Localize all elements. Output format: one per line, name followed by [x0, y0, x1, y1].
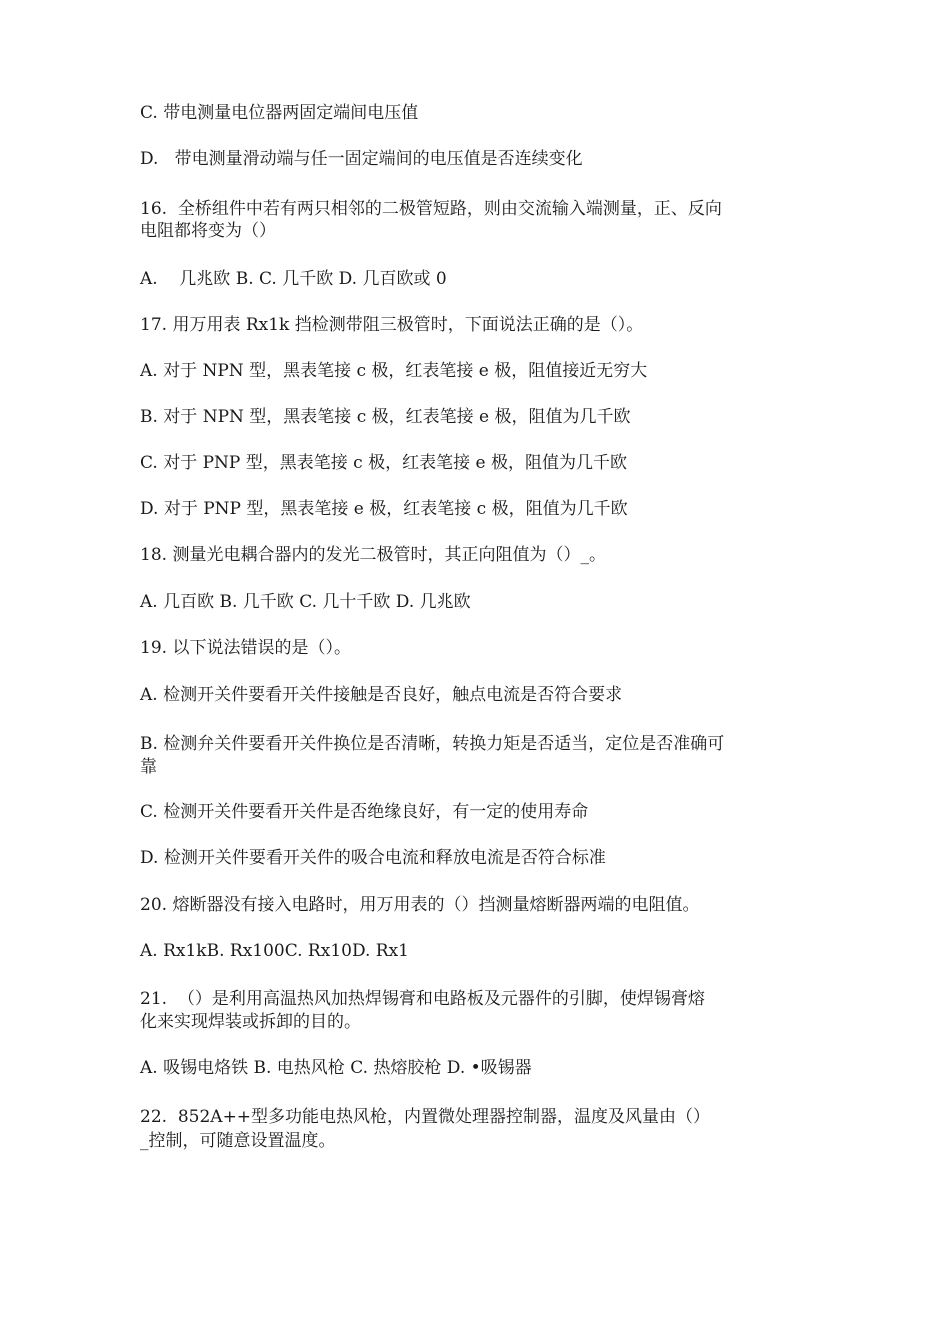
text-line: A. 对于 NPN 型，黑表笔接 c 极，红表笔接 e 极，阻值接近无穷大: [140, 361, 648, 381]
text-line: 16. 全桥组件中若有两只相邻的二极管短路，则由交流输入端测量，正、反向: [140, 199, 722, 219]
text-line: B. 检测弁关件要看开关件换位是否清晰，转换力矩是否适当，定位是否准确可: [140, 734, 725, 754]
text-line: D. 带电测量滑动端与任一固定端间的电压值是否连续变化: [140, 149, 583, 169]
text-line: 化来实现焊装或拆卸的目的。: [140, 1012, 361, 1032]
text-line: 20. 熔断器没有接入电路时，用万用表的（）挡测量熔断器两端的电阻值。: [140, 895, 700, 915]
text-line: _控制，可随意设置温度。: [140, 1131, 336, 1151]
text-line: 19. 以下说法错误的是（）。: [140, 638, 351, 658]
text-line: A. 几兆欧 B. C. 几千欧 D. 几百欧或 0: [140, 269, 447, 289]
text-line: 21. （）是利用高温热风加热焊锡膏和电路板及元器件的引脚，使焊锡膏熔: [140, 989, 705, 1009]
text-line: 电阻都将变为（）: [140, 221, 276, 241]
text-line: 17. 用万用表 Rx1k 挡检测带阻三极管时，下面说法正确的是（）。: [140, 315, 644, 335]
text-line: D. 检测开关件要看开关件的吸合电流和释放电流是否符合标准: [140, 848, 606, 868]
text-line: A. 几百欧 B. 几千欧 C. 几十千欧 D. 几兆欧: [140, 592, 471, 612]
text-line: C. 对于 PNP 型，黑表笔接 c 极，红表笔接 e 极，阻值为几千欧: [140, 453, 627, 473]
text-line: B. 对于 NPN 型，黑表笔接 c 极，红表笔接 e 极，阻值为几千欧: [140, 407, 631, 427]
text-line: 22. 852A++型多功能电热风枪，内置微处理器控制器，温度及风量由（）: [140, 1107, 711, 1127]
text-line: C. 带电测量电位器两固定端间电压值: [140, 103, 419, 123]
text-line: 18. 测量光电耦合器内的发光二极管时，其正向阻值为（）_。: [140, 545, 606, 565]
text-line: A. Rx1kB. Rx100C. Rx10D. Rx1: [140, 941, 409, 961]
text-line: A. 吸锡电烙铁 B. 电热风枪 C. 热熔胶枪 D. •吸锡器: [140, 1058, 532, 1078]
text-line: A. 检测开关件要看开关件接触是否良好，触点电流是否符合要求: [140, 685, 623, 705]
text-line: C. 检测开关件要看开关件是否绝缘良好，有一定的使用寿命: [140, 802, 589, 822]
text-line: 靠: [140, 757, 157, 777]
text-line: D. 对于 PNP 型，黑表笔接 e 极，红表笔接 c 极，阻值为几千欧: [140, 499, 628, 519]
